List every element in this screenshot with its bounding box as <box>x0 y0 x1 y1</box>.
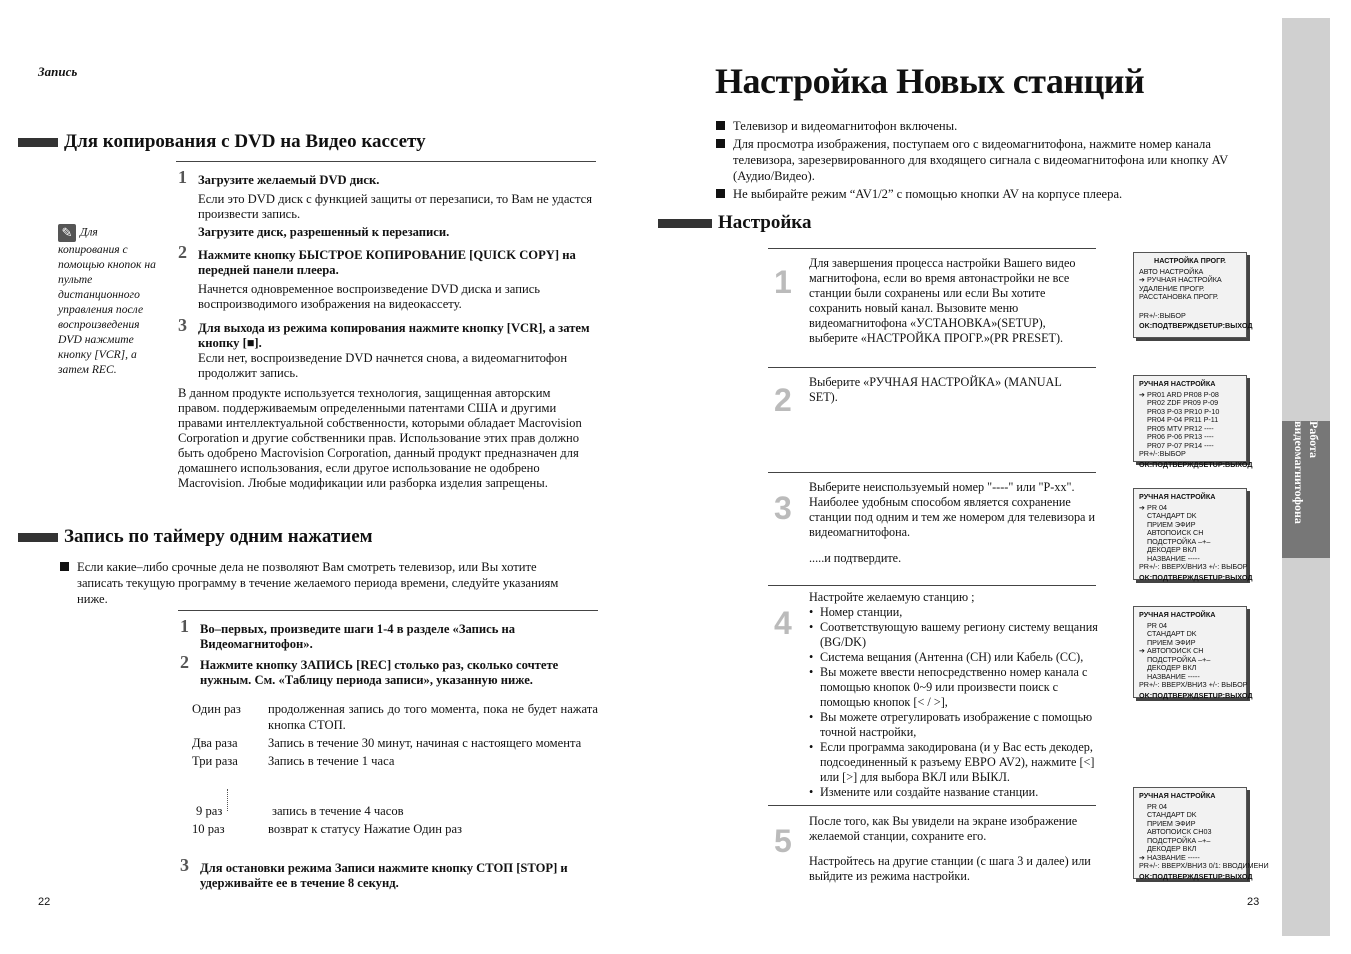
press-count: Два раза <box>192 736 238 750</box>
table-row <box>192 803 598 819</box>
step-instruction: Нажмите кнопку ЗАПИСЬ [REC] столько раз, сколько сочтете нужным. См. «Таблицу периода записи», указанную ниже. <box>200 658 559 687</box>
divider <box>768 805 1096 806</box>
osd-footer-row <box>1139 459 1253 470</box>
section-title: Для копирования с DVD на Видео кассету <box>64 131 426 152</box>
osd-screen <box>1133 252 1253 338</box>
osd-screen <box>1133 606 1253 700</box>
osd-line: ДЕКОДЕР ВКЛ <box>1147 545 1197 554</box>
osd-footer-ok: OK:ПОДТВЕРЖД <box>1139 871 1199 881</box>
osd-footer: PR+/-:ВЫБОР <box>1139 310 1186 320</box>
note-text: Для копирования с помощью кнопок на пульте дистанционного управления после воспроизведения DVD нажмите кнопку [VCR], а затем REC. <box>58 225 156 376</box>
osd-line: АВТОПОИСК CH <box>1147 528 1204 537</box>
step-4-list <box>809 605 1099 800</box>
step-1 <box>180 616 590 652</box>
osd-footer-ok: OK:ПОДТВЕРЖД <box>1139 459 1199 469</box>
step-detail: Настройте желаемую станцию ; <box>809 590 975 604</box>
divider <box>176 161 596 162</box>
osd-footer-row <box>1139 572 1253 583</box>
osd-title: РУЧНАЯ НАСТРОЙКА <box>1139 610 1216 619</box>
osd-footer-ok: OK:ПОДТВЕРЖД <box>1139 690 1199 700</box>
table-row <box>192 735 598 751</box>
step-detail: Если нет, воспроизведение DVD начнется снова, а видеомагнитофон продолжит запись. <box>198 351 568 380</box>
osd-title: РУЧНАЯ НАСТРОЙКА <box>1139 492 1216 501</box>
osd-title: НАСТРОЙКА ПРОГР. <box>1154 256 1226 265</box>
osd-line: ➔ PR 04 <box>1139 502 1167 512</box>
osd-footer-setup: SETUP:ВЫХОД <box>1198 871 1253 881</box>
list-item <box>716 118 1256 134</box>
record-duration: возврат к статусу Нажатие Один раз <box>268 822 463 836</box>
osd-screen <box>1133 375 1253 469</box>
step-number: 1 <box>178 167 187 187</box>
step-number: 2 <box>774 382 792 418</box>
osd-footer-setup: SETUP:ВЫХОД <box>1198 321 1253 330</box>
osd-screen <box>1133 488 1253 582</box>
osd-footer-row <box>1139 690 1253 701</box>
osd-footer-ok: OK:ПОДТВЕРЖД <box>1139 321 1199 330</box>
bullet-text: Телевизор и видеомагнитофон включены. <box>733 119 958 133</box>
step-instruction: Загрузите желаемый DVD диск. <box>198 173 380 187</box>
osd-line: PR03 P-03 PR10 P-10 <box>1147 406 1220 416</box>
osd-line: СТАНДАРТ DK <box>1147 629 1197 638</box>
osd-line: ПРИЕМ ЭФИР <box>1147 818 1196 828</box>
step-instruction-2: Загрузите диск, разрешенный к перезаписи. <box>198 225 450 239</box>
section-title: Настройка <box>718 212 812 233</box>
osd-line: PR04 P-04 PR11 P-11 <box>1147 415 1219 424</box>
osd-screen <box>1133 787 1269 881</box>
step-3 <box>180 855 590 891</box>
timer-intro-bullet <box>60 559 580 607</box>
osd-line: ПОДСТРОЙКА –+– <box>1147 654 1211 664</box>
osd-line: СТАНДАРТ DK <box>1147 810 1197 819</box>
section-title: Запись по таймеру одним нажатием <box>64 526 373 547</box>
step-detail: Если это DVD диск с функцией защиты от перезаписи, то Вам не удастся произвести запись. <box>198 192 593 221</box>
osd-line: ДЕКОДЕР ВКЛ <box>1147 844 1197 853</box>
heading-bar <box>18 533 58 542</box>
osd-line: PR02 ZDF PR09 P-09 <box>1147 398 1219 407</box>
step-detail: Выберите неиспользуемый номер "----" или "P-xx". Наиболее удобным способом является сохранение станции под одним и тем же номером для телевизора и видеомагнитофона. <box>809 480 1096 539</box>
press-count: 9 раз <box>196 804 223 818</box>
step-number: 1 <box>180 616 189 636</box>
osd-line: АВТОПОИСК CH03 <box>1147 827 1212 836</box>
osd-line: PR06 P-06 PR13 ---- <box>1147 432 1214 441</box>
osd-line: PR05 MTV PR12 ---- <box>1147 423 1214 433</box>
step-detail: После того, как Вы увидели на экране изображение желаемой станции, сохраните его. <box>809 814 1078 843</box>
osd-line: PR 04 <box>1147 801 1167 811</box>
table-row <box>192 821 598 837</box>
osd-line: ДЕКОДЕР ВКЛ <box>1147 663 1197 672</box>
copyright-notice: В данном продукте используется технология, защищенная авторским правом. поддерживаемым определенными патентами США и другими правами интеллектуальной собственности, которыми обладает Macrovision Corporation и другие собственники прав. Использование этих прав должно быть одобрено Macrovision Corporation, данный продукт предназначен для домашнего использования, если другое использование не одобрено Macrovision. Любые модификации или разборка изделия запрещены. <box>178 386 582 490</box>
osd-footer: PR+/-: ВВЕРХ/ВНИЗ 0/1: ВВОДИМЕНИ <box>1139 861 1269 870</box>
step-number: 5 <box>774 823 792 859</box>
page-title: Настройка Новых станций <box>715 61 1145 101</box>
step-5-text <box>809 814 1099 884</box>
table-ellipsis-dots <box>227 789 229 811</box>
osd-footer-row <box>1139 871 1253 882</box>
note-icon: ✎ <box>58 224 76 242</box>
step-number: 2 <box>180 652 189 672</box>
step-4-text <box>809 590 1099 800</box>
record-duration: запись в течение 4 часов <box>272 804 404 818</box>
record-duration: Запись в течение 30 минут, начиная с настоящего момента <box>268 736 582 750</box>
section-heading-copy <box>18 131 426 153</box>
osd-line: ➔ PR01 ARD PR08 P-08 <box>1139 389 1219 399</box>
step-1 <box>178 167 598 240</box>
osd-title: РУЧНАЯ НАСТРОЙКА <box>1139 791 1216 800</box>
side-note <box>58 224 158 377</box>
step-number: 1 <box>774 264 792 300</box>
osd-line: УДАЛЕНИЕ ПРОГР. <box>1139 283 1205 293</box>
step-number: 3 <box>774 490 792 526</box>
osd-footer: PR+/-:ВЫБОР <box>1139 449 1186 458</box>
bullet-square <box>60 562 69 571</box>
divider <box>178 610 598 611</box>
osd-line: ПРИЕМ ЭФИР <box>1147 519 1196 529</box>
divider <box>768 472 1096 473</box>
list-item: • Номер станции, <box>809 605 1099 620</box>
record-duration: Запись в течение 1 часа <box>268 754 395 768</box>
osd-line: PR 04 <box>1147 620 1167 630</box>
page-number: 22 <box>38 896 51 908</box>
osd-footer-ok: OK:ПОДТВЕРЖД <box>1139 572 1199 582</box>
page-number: 23 <box>1247 896 1260 908</box>
step-confirm: .....и подтвердите. <box>809 551 902 565</box>
side-tab-label: Работа видеомагнитофона <box>1292 421 1321 524</box>
osd-footer-setup: SETUP:ВЫХОД <box>1198 459 1253 469</box>
osd-line: СТАНДАРТ DK <box>1147 511 1197 520</box>
osd-line: ПРИЕМ ЭФИР <box>1147 637 1196 647</box>
step-number: 3 <box>180 855 189 875</box>
timer-steps <box>180 616 590 688</box>
copy-steps <box>178 167 598 381</box>
divider <box>768 248 1096 249</box>
bullet-square <box>716 189 725 198</box>
step-2-text: Выберите «РУЧНАЯ НАСТРОЙКА» (MANUAL SET). <box>809 375 1062 404</box>
press-count: 10 раз <box>192 822 225 836</box>
bullet-square <box>716 139 725 148</box>
divider <box>768 367 1096 368</box>
step-detail: Начнется одновременное воспроизведение DVD диска и запись воспроизводимого изображения на видеокассету. <box>198 282 541 311</box>
osd-line: PR07 P-07 PR14 ---- <box>1147 440 1214 450</box>
osd-line: РАССТАНОВКА ПРОГР. <box>1139 292 1219 301</box>
page-header-label: Запись <box>38 64 78 79</box>
step-2 <box>178 242 598 312</box>
record-period-table <box>192 701 598 839</box>
bullet-square <box>716 121 725 130</box>
bullet-text: Для просмотра изображения, поступаем ого с видеомагнитофона, нажмите номер канала телевизора, зарезервированного для входящего сигнала с видеомагнитофона или кнопку AV (Аудио/Видео). <box>733 137 1228 183</box>
list-item: • Вы можете отрегулировать изображение с помощью точной настройки, <box>809 710 1099 740</box>
list-item: • Система вещания (Антенна (CH) или Кабель (CC), <box>809 650 1099 665</box>
osd-line: ➔ НАЗВАНИЕ ----- <box>1139 852 1200 862</box>
heading-bar <box>18 138 58 147</box>
osd-footer-row <box>1139 321 1253 331</box>
osd-line: ➔ АВТОПОИСК CH <box>1139 646 1204 655</box>
step-number: 4 <box>774 605 792 641</box>
press-count: Один раз <box>192 702 241 716</box>
step-3 <box>178 315 598 381</box>
step-2 <box>180 652 590 688</box>
step-instruction: Нажмите кнопку БЫСТРОЕ КОПИРОВАНИЕ [QUICK COPY] на передней панели плеера. <box>198 248 576 277</box>
step-3-text <box>809 480 1097 566</box>
osd-footer: PR+/-: ВВЕРХ/ВНИЗ +/-: ВЫБОР <box>1139 562 1248 571</box>
osd-line: ПОДСТРОЙКА –+– <box>1147 536 1211 546</box>
osd-title: РУЧНАЯ НАСТРОЙКА <box>1139 379 1216 388</box>
table-row <box>192 701 598 733</box>
osd-line: НАЗВАНИЕ ----- <box>1147 553 1200 563</box>
step-number: 2 <box>178 242 187 262</box>
step-detail-2: Настройтесь на другие станции (с шага 3 и далее) или выйдите из режима настройки. <box>809 854 1091 883</box>
osd-line: НАЗВАНИЕ ----- <box>1147 671 1200 681</box>
step-instruction: Во–первых, произведите шаги 1-4 в разделе «Запись на Видеомагнитофон». <box>200 622 516 651</box>
step-1-text: Для завершения процесса настройки Вашего видео магнитофона, если во время автонастройки не все станции были сохранены или если Вы хотите сохранить новый канал. Вызовите меню видеомагнитофона «УСТАНОВКА»(SETUP), выберите «НАСТРОЙКА ПРОГР.»(PR PRESET). <box>809 256 1076 345</box>
osd-footer: PR+/-: ВВЕРХ/ВНИЗ +/-: ВЫБОР <box>1139 680 1248 689</box>
record-duration: продолженная запись до того момента, пока не будет нажата кнопка СТОП. <box>268 702 598 732</box>
bullet-text: Если какие–либо срочные дела не позволяют Вам смотреть телевизор, или Вы хотите записать текущую программу в течение желаемого периода времени, следуйте указаниям ниже. <box>77 560 559 606</box>
section-heading-timer <box>18 526 373 548</box>
press-count: Три раза <box>192 754 238 768</box>
osd-line: ПОДСТРОЙКА –+– <box>1147 835 1211 845</box>
list-item <box>716 186 1256 202</box>
table-row <box>192 753 598 769</box>
osd-footer-setup: SETUP:ВЫХОД <box>1198 690 1253 700</box>
section-heading-setup <box>658 212 811 234</box>
step-instruction: Для выхода из режима копирования нажмите кнопку [VCR], а затем кнопку [■]. <box>198 321 590 350</box>
list-item <box>716 136 1256 184</box>
heading-bar <box>658 219 712 228</box>
osd-line: ➔ РУЧНАЯ НАСТРОЙКА <box>1139 275 1222 284</box>
list-item: • Измените или создайте название станции. <box>809 785 1099 800</box>
step-instruction: Для остановки режима Записи нажмите кнопку СТОП [STOP] и удерживайте ее в течение 8 секунд. <box>200 861 568 890</box>
osd-footer-setup: SETUP:ВЫХОД <box>1198 572 1253 582</box>
list-item: • Если программа закодирована (и у Вас есть декодер, подсоединенный к разъему ЕВРО AV2), нажмите [<] или [>] для выбора ВКЛ или ВЫКЛ. <box>809 740 1099 785</box>
bullet-text: Не выбирайте режим “AV1/2” с помощью кнопки AV на корпусе плеера. <box>733 187 1123 201</box>
side-chapter-tab <box>1282 421 1330 558</box>
osd-line: АВТО НАСТРОЙКА <box>1139 266 1204 276</box>
divider <box>768 585 1096 586</box>
list-item: • Соответствующую вашему региону систему вещания (BG/DK) <box>809 620 1099 650</box>
intro-bullets <box>716 118 1256 202</box>
list-item: • Вы можете ввести непосредственно номер канала с помощью кнопок 0~9 или произвести поиск с помощью кнопок [< / >], <box>809 665 1099 710</box>
step-number: 3 <box>178 315 187 335</box>
